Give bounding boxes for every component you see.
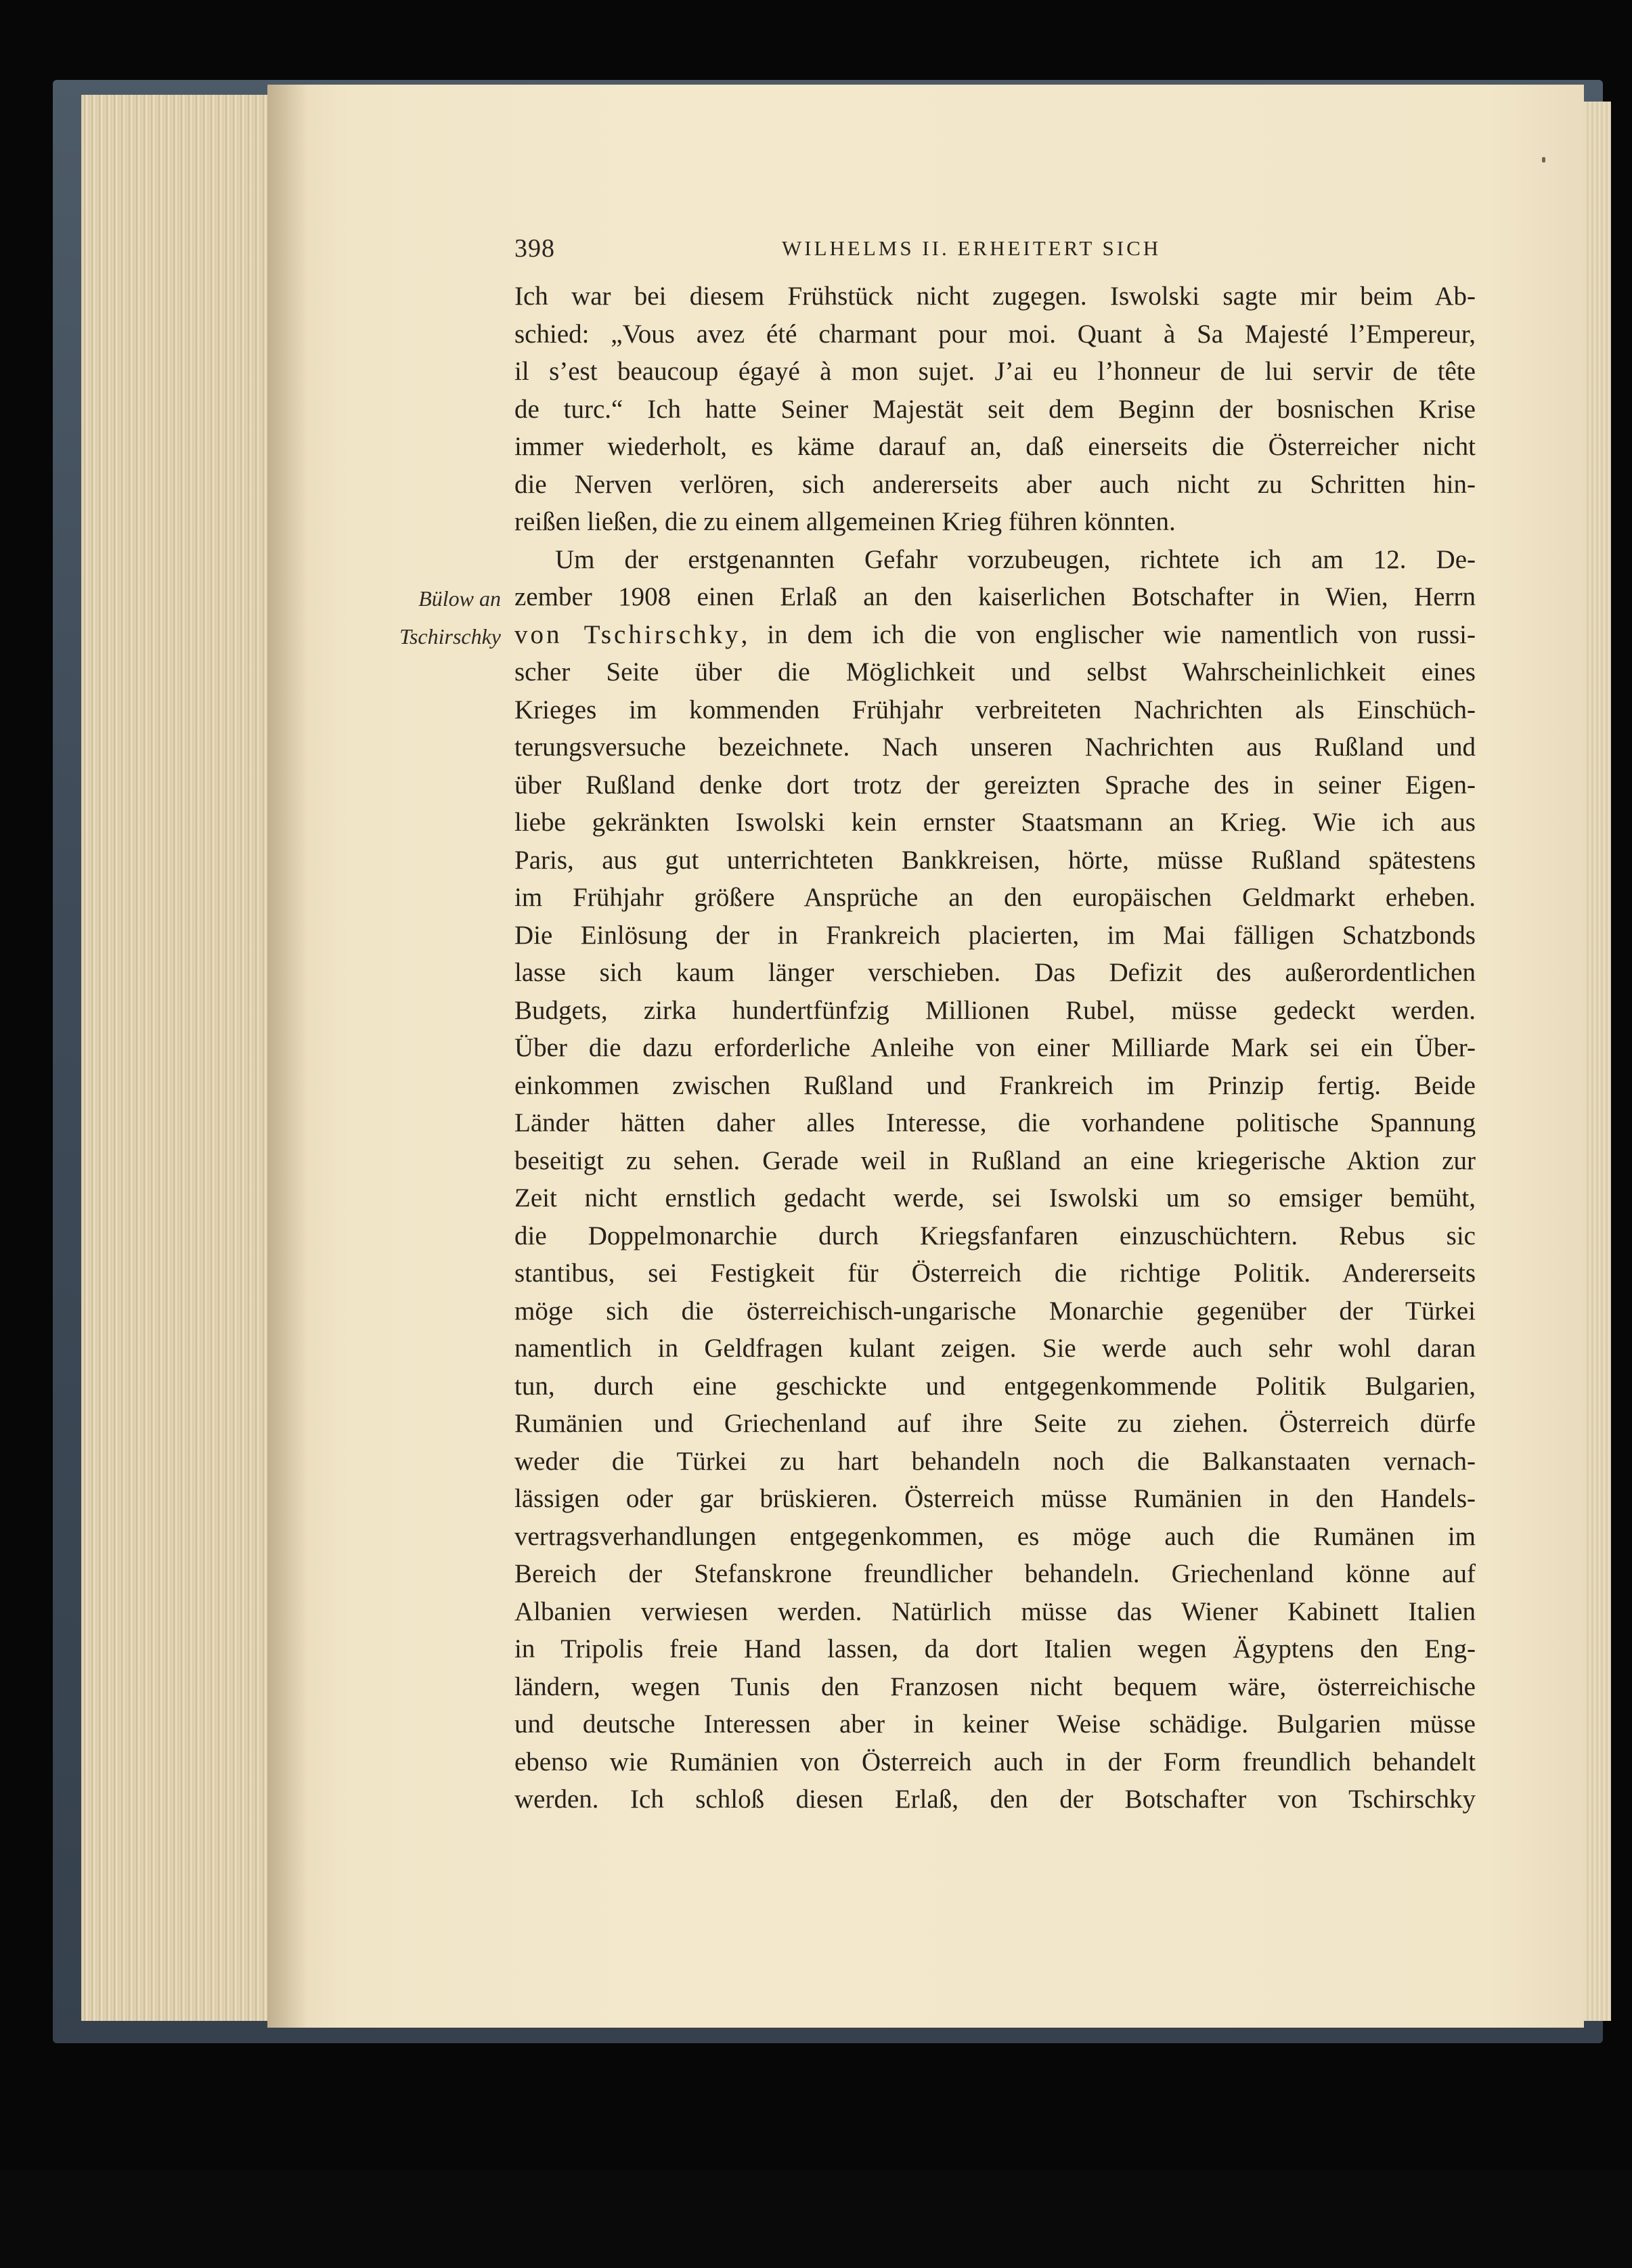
text-line: einkommen zwischen Rußland und Frankreich im Prinzip fertig. Beide	[514, 1070, 1476, 1100]
margin-note	[355, 580, 501, 655]
text-line: Zeit nicht ernstlich gedacht werde, sei Iswolski um so emsiger bemüht,	[514, 1183, 1476, 1213]
text-line: schied: „Vous avez été charmant pour moi. Quant à Sa Majesté l’Empereur,	[514, 319, 1476, 349]
text-line: beseitigt zu sehen. Gerade weil in Rußland an eine kriegerische Aktion zur	[514, 1146, 1476, 1175]
text-line: scher Seite über die Möglichkeit und selbst Wahrscheinlichkeit eines	[514, 657, 1476, 686]
text-line: Albanien verwiesen werden. Natürlich müsse das Wiener Kabinett Italien	[514, 1596, 1476, 1626]
text-line: il s’est beaucoup égayé à mon sujet. J’ai eu l’honneur de lui servir de tête	[514, 357, 1476, 386]
text-line: Um der erstgenannten Gefahr vorzubeugen, richtete ich am 12. De-	[555, 544, 1476, 574]
text-line: die Doppelmonarchie durch Kriegsfanfaren einzuschüchtern. Rebus sic	[514, 1221, 1476, 1250]
text-line: in Tripolis freie Hand lassen, da dort Italien wegen Ägyptens den Eng-	[514, 1634, 1476, 1663]
text-fragment: , in dem ich die von englischer wie namentlich von russi-	[741, 619, 1476, 649]
text-line: zember 1908 einen Erlaß an den kaiserlichen Botschafter in Wien, Herrn	[514, 582, 1476, 611]
text-line: de turc.“ Ich hatte Seiner Majestät seit dem Beginn der bosnischen Krise	[514, 394, 1476, 424]
text-line: Budgets, zirka hundertfünfzig Millionen Rubel, müsse gedeckt werden.	[514, 995, 1476, 1025]
text-line: Bereich der Stefanskrone freundlicher behandeln. Griechenland könne auf	[514, 1559, 1476, 1588]
page-edges-left	[81, 95, 286, 2021]
page-edges-right	[1581, 102, 1611, 2021]
spaced-name: von Tschirschky	[514, 619, 741, 649]
margin-note-line: Tschirschky	[399, 624, 501, 649]
text-line: weder die Türkei zu hart behandeln noch die Balkanstaaten vernach-	[514, 1446, 1476, 1476]
text-line: werden. Ich schloß diesen Erlaß, den der Botschafter von Tschirschky	[514, 1785, 1476, 1814]
text-line: stantibus, sei Festigkeit für Österreich die richtige Politik. Andererseits	[514, 1259, 1476, 1288]
text-line: lässigen oder gar brüskieren. Österreich müsse Rumänien in den Handels-	[514, 1484, 1476, 1513]
text-line: Rumänien und Griechenland auf ihre Seite zu ziehen. Österreich dürfe	[514, 1409, 1476, 1438]
text-line: Länder hätten daher alles Interesse, die vorhandene politische Spannung	[514, 1108, 1476, 1137]
text-line: über Rußland denke dort trotz der gereizten Sprache des in seiner Eigen-	[514, 770, 1476, 800]
text-line: liebe gekränkten Iswolski kein ernster Staatsmann an Krieg. Wie ich aus	[514, 808, 1476, 837]
margin-note-line: Bülow an	[418, 586, 501, 611]
page-number: 398	[514, 234, 555, 263]
text-line: die Nerven verlören, sich andererseits aber auch nicht zu Schritten hin-	[514, 469, 1476, 499]
text-line: im Frühjahr größere Ansprüche an den europäischen Geldmarkt erheben.	[514, 883, 1476, 912]
text-line: immer wiederholt, es käme darauf an, daß einerseits die Österreicher nicht	[514, 432, 1476, 461]
paper-speck	[1542, 157, 1545, 162]
text-line: ländern, wegen Tunis den Franzosen nicht bequem wäre, österreichische	[514, 1672, 1476, 1701]
text-line: Über die dazu erforderliche Anleihe von einer Milliarde Mark sei ein Über-	[514, 1033, 1476, 1062]
text-line: und deutsche Interessen aber in keiner Weise schädige. Bulgarien müsse	[514, 1709, 1476, 1739]
text-line: lasse sich kaum länger verschieben. Das Defizit des außerordentlichen	[514, 958, 1476, 987]
text-line: Ich war bei diesem Frühstück nicht zugegen. Iswolski sagte mir beim Ab-	[514, 282, 1476, 311]
gutter-shadow	[267, 85, 308, 2028]
text-line: Die Einlösung der in Frankreich placierten, im Mai fälligen Schatzbonds	[514, 920, 1476, 950]
page-header	[514, 234, 1476, 267]
text-line	[514, 616, 1476, 654]
text-line: ebenso wie Rumänien von Österreich auch in der Form freundlich behandelt	[514, 1747, 1476, 1776]
text-line: tun, durch eine geschickte und entgegenkommende Politik Bulgarien,	[514, 1371, 1476, 1401]
text-line: Paris, aus gut unterrichteten Bankkreisen, hörte, müsse Rußland spätestens	[514, 845, 1476, 875]
text-line: vertragsverhandlungen entgegenkommen, es möge auch die Rumänen im	[514, 1521, 1476, 1551]
running-head: WILHELMS II. ERHEITERT SICH	[782, 236, 1162, 260]
text-line: möge sich die österreichisch-ungarische Monarchie gegenüber der Türkei	[514, 1296, 1476, 1326]
text-line: Krieges im kommenden Frühjahr verbreiteten Nachrichten als Einschüch-	[514, 695, 1476, 724]
text-line: terungsversuche bezeichnete. Nach unseren Nachrichten aus Rußland und	[514, 733, 1476, 762]
body-text	[514, 278, 1476, 2268]
text-line: reißen ließen, die zu einem allgemeinen Krieg führen könnten.	[514, 507, 1176, 536]
text-line: namentlich in Geldfragen kulant zeigen. Sie werde auch sehr wohl daran	[514, 1334, 1476, 1363]
